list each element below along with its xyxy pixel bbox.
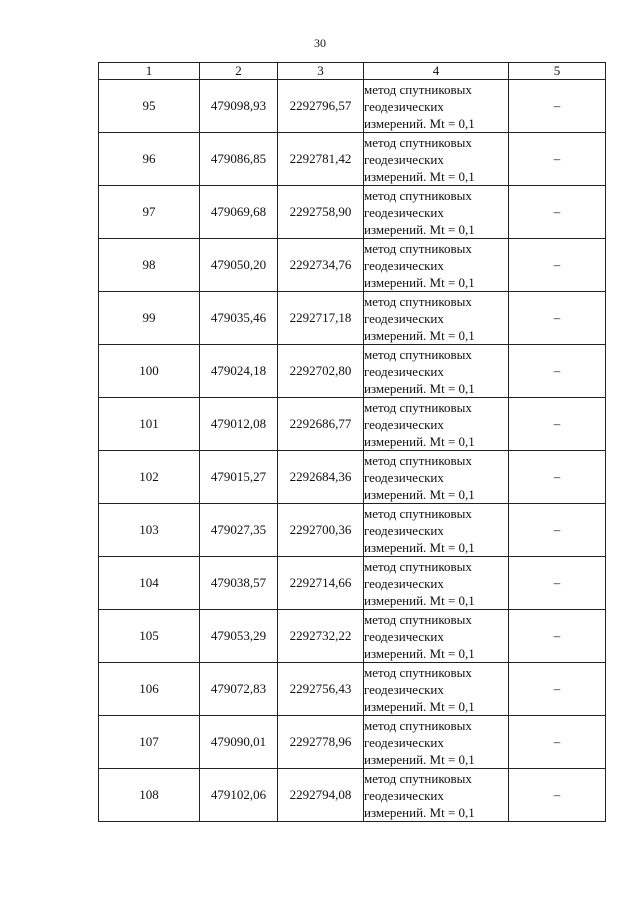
table-row <box>99 80 606 133</box>
coordinate-y: 2292732,22 <box>278 610 364 663</box>
method-line: метод спутниковых <box>364 81 472 97</box>
measurement-method <box>364 610 509 663</box>
coordinate-x: 479050,20 <box>200 239 278 292</box>
table-row <box>99 451 606 504</box>
measurement-method <box>364 398 509 451</box>
header-col-4: 4 <box>364 63 509 80</box>
measurement-method <box>364 345 509 398</box>
point-number: 101 <box>99 398 200 451</box>
point-number: 97 <box>99 186 200 239</box>
point-number: 105 <box>99 610 200 663</box>
note-cell: – <box>509 80 606 133</box>
method-line: измерений. Mt = 0,1 <box>364 592 475 608</box>
method-line: измерений. Mt = 0,1 <box>364 221 475 237</box>
measurement-method <box>364 239 509 292</box>
measurement-method <box>364 451 509 504</box>
measurement-method <box>364 557 509 610</box>
method-line: геодезических <box>364 363 444 379</box>
note-cell: – <box>509 398 606 451</box>
measurement-method <box>364 133 509 186</box>
table-row <box>99 239 606 292</box>
method-line: геодезических <box>364 522 444 538</box>
note-cell: – <box>509 292 606 345</box>
coordinate-y: 2292781,42 <box>278 133 364 186</box>
coordinate-y: 2292702,80 <box>278 345 364 398</box>
method-line: метод спутниковых <box>364 240 472 256</box>
point-number: 107 <box>99 716 200 769</box>
header-row <box>99 63 606 80</box>
coordinate-y: 2292700,36 <box>278 504 364 557</box>
table-row <box>99 610 606 663</box>
measurement-method <box>364 504 509 557</box>
method-line: измерений. Mt = 0,1 <box>364 486 475 502</box>
page-number: 30 <box>314 36 326 50</box>
coordinate-x: 479035,46 <box>200 292 278 345</box>
note-cell: – <box>509 716 606 769</box>
measurement-method <box>364 292 509 345</box>
coordinate-y: 2292756,43 <box>278 663 364 716</box>
note-cell: – <box>509 610 606 663</box>
method-line: геодезических <box>364 734 444 750</box>
method-line: метод спутниковых <box>364 717 472 733</box>
table-row <box>99 504 606 557</box>
method-line: метод спутниковых <box>364 134 472 150</box>
coordinate-y: 2292686,77 <box>278 398 364 451</box>
point-number: 108 <box>99 769 200 822</box>
measurement-method <box>364 769 509 822</box>
method-line: измерений. Mt = 0,1 <box>364 751 475 767</box>
coordinate-y: 2292794,08 <box>278 769 364 822</box>
method-line: геодезических <box>364 204 444 220</box>
note-cell: – <box>509 769 606 822</box>
coordinate-y: 2292684,36 <box>278 451 364 504</box>
point-number: 95 <box>99 80 200 133</box>
coordinate-x: 479090,01 <box>200 716 278 769</box>
method-line: измерений. Mt = 0,1 <box>364 380 475 396</box>
method-line: измерений. Mt = 0,1 <box>364 433 475 449</box>
coordinate-y: 2292796,57 <box>278 80 364 133</box>
method-line: метод спутниковых <box>364 399 472 415</box>
note-cell: – <box>509 345 606 398</box>
method-line: измерений. Mt = 0,1 <box>364 168 475 184</box>
method-line: геодезических <box>364 257 444 273</box>
coordinate-y: 2292778,96 <box>278 716 364 769</box>
point-number: 104 <box>99 557 200 610</box>
measurement-method <box>364 186 509 239</box>
header-col-3: 3 <box>278 63 364 80</box>
coordinate-x: 479015,27 <box>200 451 278 504</box>
measurement-method <box>364 663 509 716</box>
coordinate-x: 479038,57 <box>200 557 278 610</box>
method-line: метод спутниковых <box>364 664 472 680</box>
point-number: 103 <box>99 504 200 557</box>
method-line: измерений. Mt = 0,1 <box>364 539 475 555</box>
coordinate-x: 479053,29 <box>200 610 278 663</box>
method-line: измерений. Mt = 0,1 <box>364 698 475 714</box>
note-cell: – <box>509 504 606 557</box>
method-line: метод спутниковых <box>364 452 472 468</box>
header-col-1: 1 <box>99 63 200 80</box>
coordinate-x: 479086,85 <box>200 133 278 186</box>
coordinate-x: 479072,83 <box>200 663 278 716</box>
coordinate-y: 2292717,18 <box>278 292 364 345</box>
method-line: измерений. Mt = 0,1 <box>364 645 475 661</box>
note-cell: – <box>509 663 606 716</box>
coordinate-x: 479102,06 <box>200 769 278 822</box>
header-col-2: 2 <box>200 63 278 80</box>
coordinate-y: 2292758,90 <box>278 186 364 239</box>
point-number: 100 <box>99 345 200 398</box>
measurement-method <box>364 716 509 769</box>
method-line: геодезических <box>364 416 444 432</box>
method-line: метод спутниковых <box>364 187 472 203</box>
method-line: измерений. Mt = 0,1 <box>364 327 475 343</box>
method-line: метод спутниковых <box>364 770 472 786</box>
table-body <box>99 80 606 822</box>
table-header <box>99 63 606 80</box>
coordinate-y: 2292734,76 <box>278 239 364 292</box>
coordinate-x: 479069,68 <box>200 186 278 239</box>
coordinate-x: 479027,35 <box>200 504 278 557</box>
note-cell: – <box>509 451 606 504</box>
method-line: геодезических <box>364 787 444 803</box>
table-row <box>99 557 606 610</box>
measurement-method <box>364 80 509 133</box>
point-number: 98 <box>99 239 200 292</box>
note-cell: – <box>509 239 606 292</box>
coordinates-table <box>98 62 606 822</box>
method-line: геодезических <box>364 98 444 114</box>
method-line: метод спутниковых <box>364 293 472 309</box>
note-cell: – <box>509 557 606 610</box>
method-line: измерений. Mt = 0,1 <box>364 274 475 290</box>
table-row <box>99 292 606 345</box>
table-row <box>99 186 606 239</box>
method-line: геодезических <box>364 151 444 167</box>
table-row <box>99 133 606 186</box>
method-line: геодезических <box>364 469 444 485</box>
coordinate-x: 479012,08 <box>200 398 278 451</box>
point-number: 106 <box>99 663 200 716</box>
table-row <box>99 345 606 398</box>
table-row <box>99 716 606 769</box>
note-cell: – <box>509 133 606 186</box>
coordinate-y: 2292714,66 <box>278 557 364 610</box>
method-line: геодезических <box>364 575 444 591</box>
point-number: 102 <box>99 451 200 504</box>
method-line: измерений. Mt = 0,1 <box>364 115 475 131</box>
point-number: 99 <box>99 292 200 345</box>
table-row <box>99 663 606 716</box>
point-number: 96 <box>99 133 200 186</box>
coordinate-x: 479098,93 <box>200 80 278 133</box>
header-col-5: 5 <box>509 63 606 80</box>
method-line: метод спутниковых <box>364 346 472 362</box>
method-line: геодезических <box>364 628 444 644</box>
method-line: метод спутниковых <box>364 558 472 574</box>
method-line: метод спутниковых <box>364 505 472 521</box>
note-cell: – <box>509 186 606 239</box>
method-line: геодезических <box>364 310 444 326</box>
method-line: метод спутниковых <box>364 611 472 627</box>
table-row <box>99 769 606 822</box>
coordinate-x: 479024,18 <box>200 345 278 398</box>
method-line: геодезических <box>364 681 444 697</box>
method-line: измерений. Mt = 0,1 <box>364 804 475 820</box>
table-row <box>99 398 606 451</box>
